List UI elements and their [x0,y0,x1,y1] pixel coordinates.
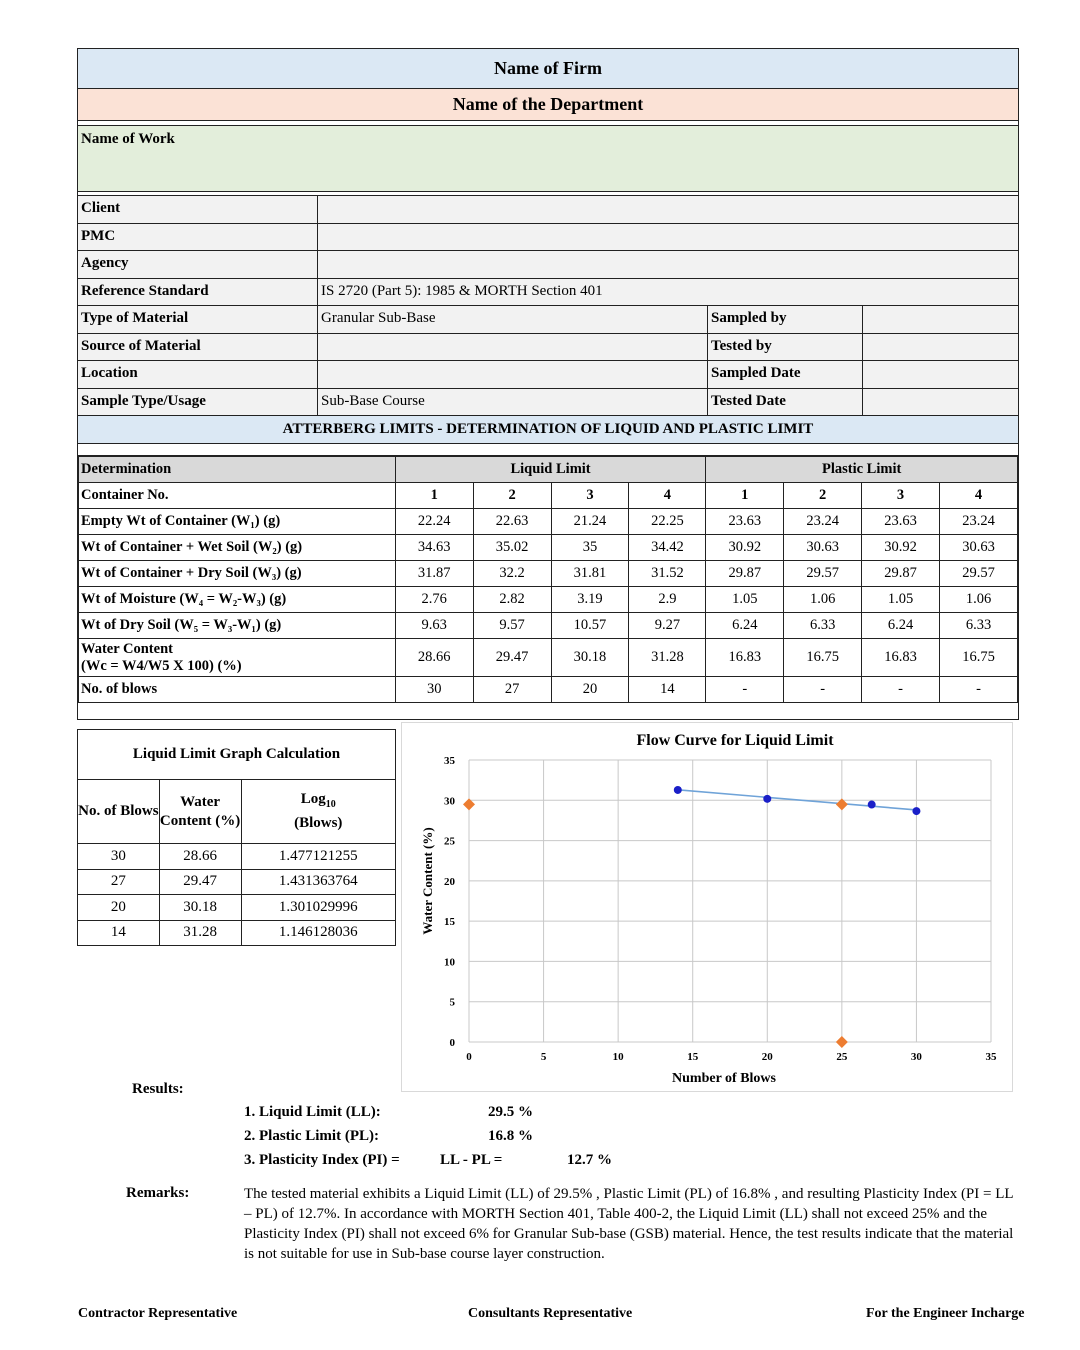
data-point [763,795,771,803]
engineer-signature: For the Engineer Incharge [866,1306,1025,1321]
table-cell: 30.18 [159,895,241,921]
table-cell: 27 [78,869,160,895]
table-cell: 2 [473,483,551,509]
table-cell: 29.47 [473,639,551,677]
table-cell: 20 [78,895,160,921]
liquid-limit-result-value: 29.5 % [488,1104,533,1120]
table-cell: 29.87 [706,561,784,587]
chart-x-axis-label: Number of Blows [672,1071,776,1086]
pmc-value [318,224,1018,251]
y-tick-label: 20 [444,875,455,888]
table-cell: 6.33 [784,613,862,639]
flow-curve-svg [402,723,1014,1093]
sample-usage-label: Sample Type/Usage [78,389,318,416]
chart-title: Flow Curve for Liquid Limit [636,732,834,749]
x-tick-label: 10 [612,1051,624,1063]
table-row [79,509,1018,535]
table-cell: 1.06 [940,587,1018,613]
firm-name: Name of Firm [78,49,1018,89]
table-cell: 29.57 [940,561,1018,587]
material-type-label: Type of Material [78,306,318,333]
table-cell: 31.28 [159,920,241,946]
y-tick-label: 35 [444,755,455,767]
work-name-label: Name of Work [81,131,175,147]
table-row [79,535,1018,561]
table-row [79,561,1018,587]
table-cell: 3 [551,483,629,509]
plastic-limit-header: Plastic Limit [706,457,1018,483]
table-cell: 31.81 [551,561,629,587]
table-cell: 30.63 [784,535,862,561]
sample-usage-row [78,389,1018,417]
table-cell: 34.42 [629,535,706,561]
table-cell: 35 [551,535,629,561]
agency-label: Agency [78,251,318,278]
y-tick-label: 25 [444,835,455,848]
table-cell: 29.57 [784,561,862,587]
table-cell: 16.75 [784,639,862,677]
tested-date-value [863,389,1018,416]
sample-usage-value: Sub-Base Course [318,389,708,416]
x-tick-label: 20 [761,1051,773,1063]
data-point [912,807,920,815]
x-tick-label: 0 [466,1051,472,1063]
calc-table-title: Liquid Limit Graph Calculation [78,730,396,780]
client-row [78,196,1018,224]
row-label: Wt of Dry Soil (W₅ = W₃-W₁) (g) [79,613,396,639]
department-name: Name of the Department [78,89,1018,121]
table-cell: 1.431363764 [241,869,396,895]
table-cell: 21.24 [551,509,629,535]
agency-row [78,251,1018,279]
container-row [79,483,1018,509]
material-type-value: Granular Sub-Base [318,306,708,333]
table-cell: 20 [551,677,629,703]
liquid-limit-calc-table [77,729,396,946]
row-label: Wt of Moisture (W₄ = W₂-W₃) (g) [79,587,396,613]
table-cell: 31.52 [629,561,706,587]
sampled-by-value [863,306,1018,333]
table-cell: 14 [78,920,160,946]
location-row [78,361,1018,389]
table-cell: 3 [862,483,940,509]
contractor-signature: Contractor Representative [78,1306,238,1321]
table-cell: 29.47 [159,869,241,895]
divider [78,703,1018,719]
table-cell: 3.19 [551,587,629,613]
table-cell: 2.76 [395,587,473,613]
table-cell: 9.63 [395,613,473,639]
table-row [78,920,396,946]
liquid-limit-header: Liquid Limit [395,457,706,483]
y-tick-label: 30 [444,795,455,808]
table-cell: 32.2 [473,561,551,587]
calc-col-blows: No. of Blows [78,780,160,844]
work-name-field [78,126,1018,192]
table-cell: 23.24 [940,509,1018,535]
flow-curve-chart [401,722,1013,1092]
table-cell: 29.87 [862,561,940,587]
table-cell: 9.27 [629,613,706,639]
table-cell: 6.24 [706,613,784,639]
tested-by-value [863,334,1018,361]
table-cell: 22.63 [473,509,551,535]
reference-standard-value: IS 2720 (Part 5): 1985 & MORTH Section 401 [321,282,603,299]
plastic-limit-result-value: 16.8 % [488,1128,533,1144]
table-cell: 6.33 [940,613,1018,639]
table-row [79,613,1018,639]
table-row [78,869,396,895]
table-cell: 30.63 [940,535,1018,561]
x-tick-label: 35 [985,1051,997,1063]
table-cell: 1.06 [784,587,862,613]
table-cell: 1.05 [862,587,940,613]
client-label: Client [78,196,318,223]
liquid-limit-marker [836,1036,848,1048]
pmc-row [78,224,1018,252]
table-cell: 30.18 [551,639,629,677]
material-source-row [78,334,1018,362]
remarks-heading: Remarks: [126,1185,190,1201]
table-cell: 4 [940,483,1018,509]
table-cell: 23.24 [784,509,862,535]
divider [78,444,1018,456]
table-cell: 35.02 [473,535,551,561]
plasticity-index-formula: LL - PL = [440,1152,503,1168]
table-cell: 2.9 [629,587,706,613]
blows-row [79,677,1018,703]
table-row [79,587,1018,613]
plasticity-index-value: 12.7 % [567,1152,612,1168]
material-source-label: Source of Material [78,334,318,361]
water-content-label-line2: (Wc = W4/W5 X 100) (%) [81,657,242,674]
table-cell: - [940,677,1018,703]
x-tick-label: 15 [687,1051,699,1063]
determination-table [78,456,1018,703]
table-cell: - [706,677,784,703]
table-cell: 30.92 [706,535,784,561]
table-row [78,844,396,870]
table-cell: 1.146128036 [241,920,396,946]
table-cell: 30 [395,677,473,703]
y-tick-label: 0 [449,1037,455,1049]
table-cell: 4 [629,483,706,509]
y-tick-label: 5 [449,996,455,1009]
water-content-label [79,639,396,677]
liquid-limit-result-label: 1. Liquid Limit (LL): [244,1104,381,1120]
table-cell: 27 [473,677,551,703]
table-cell: 10.57 [551,613,629,639]
blows-label: No. of blows [79,677,396,703]
chart-y-axis-label: Water Content (%) [420,827,435,935]
table-cell: 1.477121255 [241,844,396,870]
data-point [674,786,682,794]
plastic-limit-result-label: 2. Plastic Limit (PL): [244,1128,379,1144]
tested-by-label: Tested by [708,334,863,361]
row-label: Empty Wt of Container (W₁) (g) [79,509,396,535]
y-tick-label: 15 [444,916,455,929]
data-point [868,801,876,809]
x-tick-label: 25 [836,1051,848,1063]
determination-header-row [79,457,1018,483]
calc-col-log: Log$_{10}$ (Blows) [241,780,396,844]
row-label: Wt of Container + Wet Soil (W₂) (g) [79,535,396,561]
consultant-signature: Consultants Representative [468,1306,633,1321]
location-label: Location [78,361,318,388]
table-cell: 14 [629,677,706,703]
material-type-row [78,306,1018,334]
section-title: ATTERBERG LIMITS - DETERMINATION OF LIQUID AND PLASTIC LIMIT [78,416,1018,444]
table-cell: 9.57 [473,613,551,639]
table-cell: 22.24 [395,509,473,535]
table-cell: 2.82 [473,587,551,613]
table-cell: 28.66 [159,844,241,870]
table-cell: 31.28 [629,639,706,677]
material-source-value [318,334,708,361]
table-cell: 16.83 [706,639,784,677]
table-cell: 1 [706,483,784,509]
water-content-row [79,639,1018,677]
table-cell: 1.301029996 [241,895,396,921]
y-tick-label: 10 [444,956,455,969]
tested-date-label: Tested Date [708,389,863,416]
table-cell: 1.05 [706,587,784,613]
x-tick-label: 5 [540,1051,547,1063]
table-cell: 28.66 [395,639,473,677]
table-cell: 16.83 [862,639,940,677]
remarks-text: The tested material exhibits a Liquid Limit (LL) of 29.5% , Plastic Limit (PL) of 16.8% , and resulting Plasticity Index (PI = LL – PL) of 12.7%. In accordance with MORTH Section 401, Table 400-2, the Liquid Limit (LL) shall not exceed 25% and the Plasticity Index (PI) shall not exceed 6% for Granular Sub-base (GSB) material. Hence, the test results indicate that the material is not suitable for use in Sub-base course layer construction. [244,1186,1014,1262]
location-value [318,361,708,388]
reference-standard-label: Reference Standard [78,279,318,306]
report-header [77,48,1019,720]
sampled-date-value [863,361,1018,388]
table-cell: 2 [784,483,862,509]
table-cell: 6.24 [862,613,940,639]
table-cell: 23.63 [862,509,940,535]
calc-col-water-content: Water Content (%) [159,780,241,844]
table-cell: 30 [78,844,160,870]
pmc-label: PMC [78,224,318,251]
water-content-label-line1: Water Content [81,640,173,657]
sampled-date-label: Sampled Date [708,361,863,388]
sampled-by-label: Sampled by [708,306,863,333]
client-value [318,196,1018,223]
table-cell: 34.63 [395,535,473,561]
determination-label: Determination [79,457,396,483]
container-label: Container No. [79,483,396,509]
table-cell: 30.92 [862,535,940,561]
table-cell: 23.63 [706,509,784,535]
table-cell: 31.87 [395,561,473,587]
agency-value [318,251,1018,278]
table-row [78,895,396,921]
reference-standard-row [78,279,1018,307]
results-heading: Results: [132,1081,184,1097]
table-cell: 1 [395,483,473,509]
table-cell: - [784,677,862,703]
row-label: Wt of Container + Dry Soil (W₃) (g) [79,561,396,587]
table-cell: 16.75 [940,639,1018,677]
table-cell: - [862,677,940,703]
plasticity-index-label: 3. Plasticity Index (PI) = [244,1152,400,1168]
table-cell: 22.25 [629,509,706,535]
x-tick-label: 30 [910,1051,922,1063]
